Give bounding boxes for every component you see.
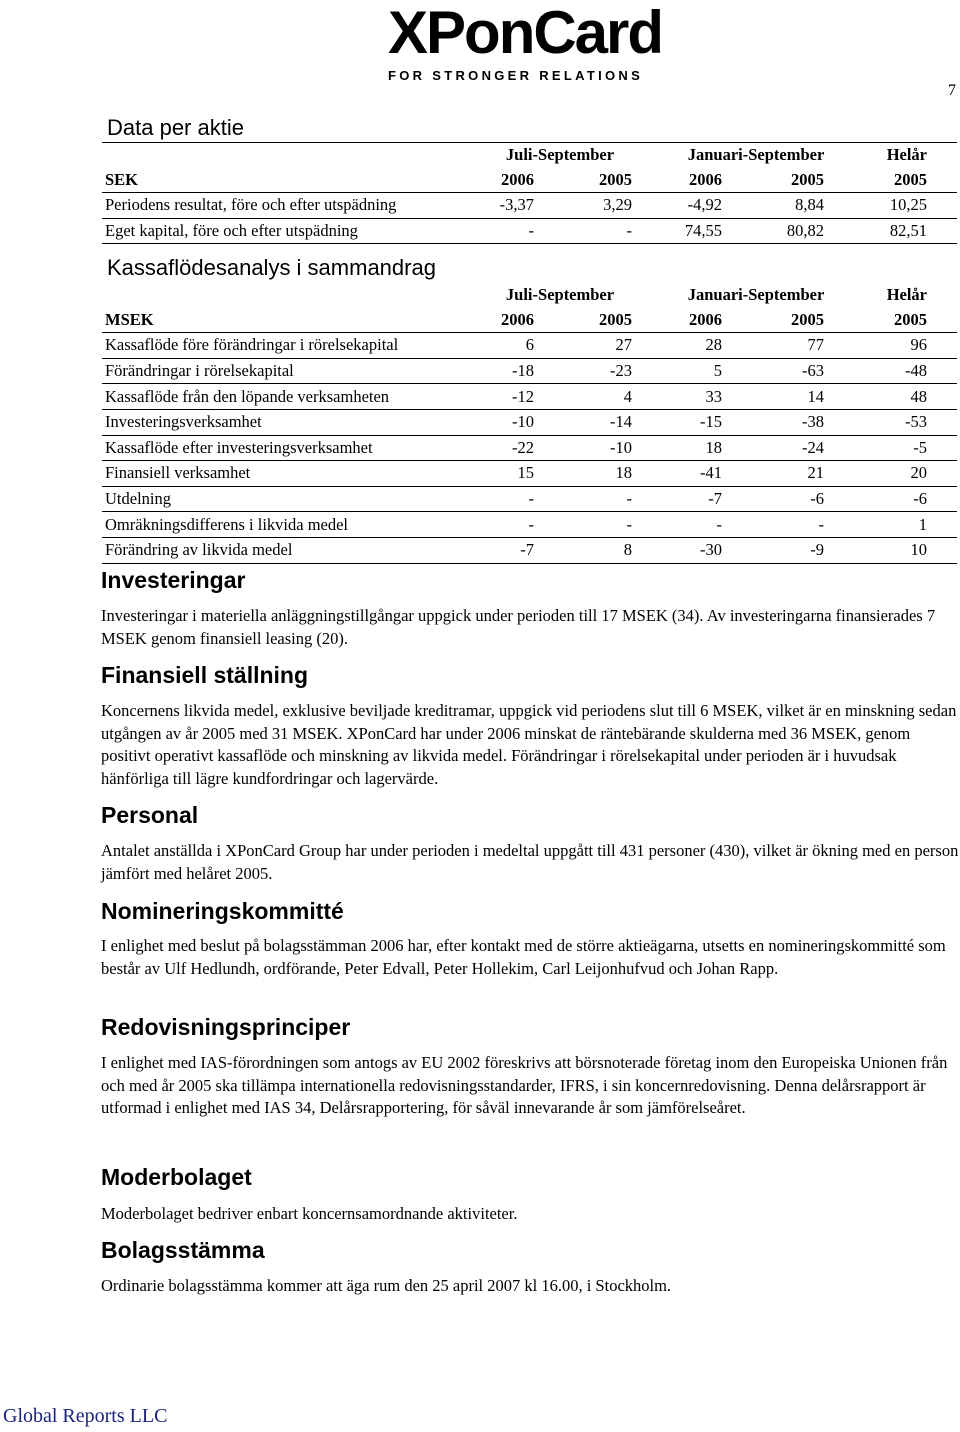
cell: -24 — [756, 435, 854, 461]
row-label: Kassaflöde från den löpande verksamheten — [102, 384, 462, 410]
unit-label: SEK — [102, 168, 462, 193]
section-text: I enlighet med beslut på bolagsstämman 2006 har, efter kontakt med de större aktieägarna, utsetts en nomineringskommitté som består av Ulf Hedlundh, ordförande, Peter Edvall, Peter Hollekim, Carl Leijonhufvud och Johan Rapp. — [101, 936, 946, 978]
period-header: Juli-September — [505, 285, 615, 305]
year-header: 2006 — [658, 308, 756, 333]
table-row — [102, 512, 957, 538]
period-header: Helår — [886, 285, 928, 305]
table-row — [102, 193, 957, 219]
logo-tagline: FOR STRONGER RELATIONS — [388, 68, 644, 83]
cell: 20 — [854, 461, 957, 487]
table-row — [102, 409, 957, 435]
cell: -63 — [756, 358, 854, 384]
section-heading: Nomineringskommitté — [101, 898, 344, 924]
section-heading: Personal — [101, 802, 199, 828]
row-label: Utdelning — [102, 486, 462, 512]
year-header: 2005 — [854, 168, 957, 193]
table-header-years — [102, 308, 957, 333]
company-logo — [388, 0, 663, 86]
kassaflode-title: Kassaflödesanalys i sammandrag — [107, 255, 436, 280]
cell: -22 — [462, 435, 560, 461]
cell: -6 — [756, 486, 854, 512]
section-heading: Finansiell ställning — [101, 662, 309, 688]
period-header: Helår — [854, 143, 957, 168]
period-header: Januari-September — [658, 143, 854, 168]
unit-label: MSEK — [102, 308, 462, 333]
cell: 18 — [658, 435, 756, 461]
data-per-aktie-table — [102, 142, 957, 244]
page-number: 7 — [948, 82, 956, 99]
cell: -18 — [462, 358, 560, 384]
year-header: 2005 — [756, 168, 854, 193]
cell: 48 — [854, 384, 957, 410]
cell: - — [560, 512, 658, 538]
cell: -4,92 — [658, 193, 756, 219]
cell: -6 — [854, 486, 957, 512]
table-row — [102, 486, 957, 512]
cell: -12 — [462, 384, 560, 410]
cell: -10 — [462, 409, 560, 435]
cell: -10 — [560, 435, 658, 461]
year-header: 2006 — [658, 168, 756, 193]
cell: 28 — [658, 333, 756, 359]
cell: - — [560, 218, 658, 244]
cell: 80,82 — [756, 218, 854, 244]
cell: -23 — [560, 358, 658, 384]
cell: 74,55 — [658, 218, 756, 244]
cell: - — [462, 486, 560, 512]
cell: -48 — [854, 358, 957, 384]
row-label: Förändringar i rörelsekapital — [102, 358, 462, 384]
section-heading: Bolagsstämma — [101, 1237, 265, 1263]
section-text: Ordinarie bolagsstämma kommer att äga rum den 25 april 2007 kl 16.00, i Stockholm. — [101, 1276, 672, 1295]
cell: 8,84 — [756, 193, 854, 219]
row-label: Förändring av likvida medel — [102, 537, 462, 563]
cell: - — [462, 218, 560, 244]
cell: -38 — [756, 409, 854, 435]
row-label: Periodens resultat, före och efter utspädning — [102, 193, 462, 219]
table-header-periods — [102, 283, 957, 308]
table-row — [102, 537, 957, 563]
cell: 33 — [658, 384, 756, 410]
kassaflode-table — [102, 283, 957, 564]
cell: -41 — [658, 461, 756, 487]
cell: 14 — [756, 384, 854, 410]
section-text: Antalet anställda i XPonCard Group har under perioden i medeltal uppgått till 431 personer (430), vilket är ökning med en person jämfört med helåret 2005. — [101, 841, 959, 883]
cell: -9 — [756, 537, 854, 563]
table-row — [102, 461, 957, 487]
section-text: Koncernens likvida medel, exklusive beviljade kreditramar, uppgick vid periodens slut till 6 MSEK, vilket är en minskning sedan utgången av år 2005 med 31 MSEK. XPonCard har under 2006 minskat de räntebärande skulderna med 36 MSEK, genom positivt operativt kassaflöde och minskning av likvida medel. Förändringar i rörelsekapital under perioden är i huvudsak hänförliga till lägre kundfordringar och lagervärde. — [101, 701, 957, 788]
table-row — [102, 333, 957, 359]
cell: -7 — [462, 537, 560, 563]
row-label: Kassaflöde före förändringar i rörelsekapital — [102, 333, 462, 359]
cell: 4 — [560, 384, 658, 410]
table-header-periods — [102, 143, 957, 168]
section-heading: Moderbolaget — [101, 1164, 252, 1190]
cell: 10,25 — [854, 193, 957, 219]
year-header: 2005 — [560, 168, 658, 193]
row-label: Omräkningsdifferens i likvida medel — [102, 512, 462, 538]
cell: - — [462, 512, 560, 538]
cell: 18 — [560, 461, 658, 487]
row-label: Finansiell verksamhet — [102, 461, 462, 487]
section-text: Investeringar i materiella anläggningstillgångar uppgick under perioden till 17 MSEK (34). Av investeringarna finansierades 7 MSEK genom finansiell leasing (20). — [101, 606, 936, 648]
section-heading: Investeringar — [101, 567, 246, 593]
row-label: Kassaflöde efter investeringsverksamhet — [102, 435, 462, 461]
year-header: 2005 — [560, 308, 658, 333]
cell: -30 — [658, 537, 756, 563]
cell: - — [560, 486, 658, 512]
cell: 27 — [560, 333, 658, 359]
footer-source: Global Reports LLC — [3, 1405, 168, 1427]
cell: 10 — [854, 537, 957, 563]
cell: - — [658, 512, 756, 538]
kassaflode-body — [102, 333, 957, 563]
year-header: 2006 — [462, 168, 560, 193]
cell: -53 — [854, 409, 957, 435]
cell: - — [756, 512, 854, 538]
row-label: Eget kapital, före och efter utspädning — [102, 218, 462, 244]
row-label: Investeringsverksamhet — [102, 409, 462, 435]
table-row — [102, 358, 957, 384]
cell: -15 — [658, 409, 756, 435]
cell: 1 — [854, 512, 957, 538]
table-row — [102, 435, 957, 461]
year-header: 2006 — [462, 308, 560, 333]
section-text: Moderbolaget bedriver enbart koncernsamordnande aktiviteter. — [101, 1204, 518, 1223]
data-per-aktie-title: Data per aktie — [107, 115, 244, 140]
table-row — [102, 218, 957, 244]
section-text: I enlighet med IAS-förordningen som antogs av EU 2002 föreskrivs att börsnoterade företag inom den Europeiska Unionen från och med år 2005 ska tillämpa internationella redovisningsstandarder, IFRS, i sin koncernredovisning. Denna delårsrapport är utformad i enlighet med IAS 34, Delårsrapportering, för såväl innevarande år som jämförelseåret. — [101, 1053, 948, 1117]
cell: -14 — [560, 409, 658, 435]
cell: 3,29 — [560, 193, 658, 219]
period-header: Januari-September — [687, 285, 825, 305]
table-header-years — [102, 168, 957, 193]
cell: 77 — [756, 333, 854, 359]
cell: -3,37 — [462, 193, 560, 219]
cell: -7 — [658, 486, 756, 512]
year-header: 2005 — [756, 308, 854, 333]
cell: 96 — [854, 333, 957, 359]
year-header: 2005 — [854, 308, 957, 333]
section-heading: Redovisningsprinciper — [101, 1014, 351, 1040]
cell: 5 — [658, 358, 756, 384]
table-row — [102, 384, 957, 410]
cell: 82,51 — [854, 218, 957, 244]
cell: 21 — [756, 461, 854, 487]
cell: -5 — [854, 435, 957, 461]
cell: 6 — [462, 333, 560, 359]
cell: 8 — [560, 537, 658, 563]
logo-wordmark: XPonCard — [388, 0, 663, 66]
period-header: Juli-September — [462, 143, 658, 168]
cell: 15 — [462, 461, 560, 487]
